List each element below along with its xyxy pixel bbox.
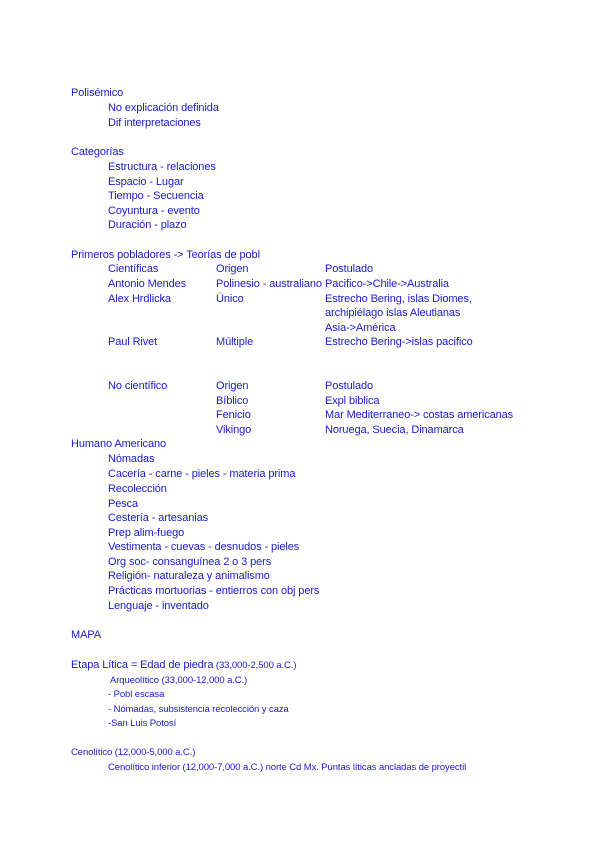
list-item: -San Luis Potosí — [108, 718, 177, 729]
list-item: Cestería - artesanias — [108, 512, 208, 524]
list-item: Prep alim-fuego — [108, 527, 185, 539]
list-item: Cacería - carne - pieles - materia prima — [108, 468, 296, 480]
table-cell: Mar Mediterraneo-> costas americanas — [325, 409, 514, 421]
list-item: Prácticas mortuorias - entierros con obj pers — [108, 585, 320, 597]
column-header: Postulado — [325, 263, 374, 275]
table-cell: Paul Rivet — [108, 336, 158, 348]
pobladores-heading: Primeros pobladores -> Teorías de pobl — [71, 249, 260, 261]
list-item: Estructura - relaciones — [108, 161, 216, 173]
column-header: Origen — [216, 380, 249, 392]
list-item: No explicación definida — [108, 102, 219, 114]
list-item: Pesca — [108, 498, 139, 510]
list-item: Nómadas — [108, 453, 155, 465]
table-cell: Fenicio — [216, 409, 251, 421]
categorias-heading: Categorías — [71, 146, 124, 158]
list-item: Tiempo - Secuencia — [108, 190, 204, 202]
mapa-heading: MAPA — [71, 629, 101, 641]
list-item: Coyuntura - evento — [108, 205, 200, 217]
table-cell: Bíblico — [216, 395, 249, 407]
table-cell: Asia->América — [325, 322, 396, 334]
polisemico-heading: Polisémico — [71, 87, 124, 99]
table-cell: Vikingo — [216, 424, 252, 436]
column-header: Científicas — [108, 263, 159, 275]
etapa-heading — [71, 659, 296, 672]
cenolitico-subheading: Cenolítico inferior (12,000-7,000 a.C.) norte Cd Mx. Puntas líticas ancladas de proyectil — [108, 762, 467, 773]
table-cell: archipiélago islas Aleutianas — [325, 307, 461, 319]
etapa-subheading: Arqueolítico (33,000-12,000 a.C.) — [110, 675, 248, 686]
list-item: Org soc- consanguínea 2 o 3 pers — [108, 556, 272, 568]
etapa-range: (33,000-2,500 a.C.) — [213, 660, 297, 671]
list-item: Religión- naturaleza y animalismo — [108, 570, 270, 582]
table-cell: Expl biblica — [325, 395, 380, 407]
list-item: Espacio - Lugar — [108, 176, 184, 188]
list-item: - Nómadas, subsistencia recolección y caza — [108, 704, 289, 715]
cenolitico-heading: Cenolítico (12,000-5,000 a.C.) — [71, 747, 196, 758]
table-cell: Estrecho Bering, islas Diomes, — [325, 293, 472, 305]
table-cell: Antonio Mendes — [108, 278, 187, 290]
table-cell: Único — [216, 293, 244, 305]
list-item: Lenguaje - inventado — [108, 600, 209, 612]
humano-heading: Humano Americano — [71, 438, 167, 450]
etapa-title: Etapa Lítica = Edad de piedra — [71, 659, 214, 671]
column-header: Postulado — [325, 380, 374, 392]
table-cell: Polinesio - australiano — [216, 278, 322, 290]
list-item: - Pobl escasa — [108, 689, 165, 700]
table-cell: Estrecho Bering->islas pacifico — [325, 336, 473, 348]
table-cell: Alex Hrdlicka — [108, 293, 171, 305]
list-item: Dif interpretaciones — [108, 117, 201, 129]
column-header: No científico — [108, 380, 168, 392]
list-item: Duración - plazo — [108, 219, 187, 231]
table-cell: Noruega, Suecia, Dinamarca — [325, 424, 464, 436]
table-cell: Pacifico->Chile->Australia — [325, 278, 449, 290]
list-item: Recolección — [108, 483, 167, 495]
list-item: Vestimenta - cuevas - desnudos - pieles — [108, 541, 300, 553]
table-cell: Múltiple — [216, 336, 254, 348]
column-header: Origen — [216, 263, 249, 275]
